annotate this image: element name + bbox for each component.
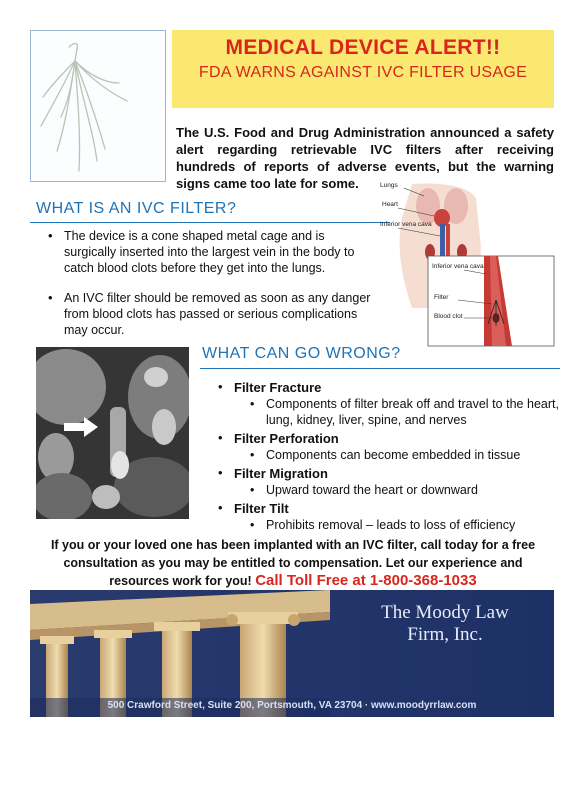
law-firm-name: The Moody Law Firm, Inc. (381, 602, 509, 645)
what-is-item: • An IVC filter should be removed as soon as any danger from blood clots has passed or serious complications may occur. (44, 290, 374, 338)
ivc-filter-drawing (31, 31, 165, 181)
cta-phone-number[interactable]: Call Toll Free at 1-800-368-1033 (255, 572, 477, 589)
label-blood-clot: Blood clot (434, 313, 463, 320)
law-firm-banner (30, 590, 554, 717)
intro-paragraph: The U.S. Food and Drug Administration announced a safety alert regarding retrievable IVC filters after receiving hundreds of reports of adverse events, but the warning signs came too late for some. (176, 125, 554, 191)
label-ivc: Inferior vena cava (380, 221, 432, 228)
risk-item (214, 430, 559, 447)
what-can-go-wrong-heading: WHAT CAN GO WRONG? (202, 345, 401, 362)
what-is-item: • The device is a cone shaped metal cage and is surgically inserted into the largest vein in the body to catch blood clots before they get into the lungs. (44, 228, 374, 276)
risk-title: Filter Migration (234, 466, 328, 481)
what-is-heading: WHAT IS AN IVC FILTER? (36, 200, 237, 217)
risk-description-text: Components of filter break off and travel to the heart, lung, kidney, liver, spine, and nerves (266, 397, 559, 427)
alert-subtitle: FDA WARNS AGAINST IVC FILTER USAGE (198, 64, 528, 81)
label-heart: Heart (382, 201, 398, 208)
risk-title: Filter Fracture (234, 380, 322, 395)
heading-divider (30, 222, 390, 223)
label-inset-ivc: Inferior vena cava (432, 263, 484, 270)
risk-title: Filter Perforation (234, 431, 339, 446)
heading-divider (200, 368, 560, 369)
risk-description-text: Prohibits removal – leads to loss of efficiency (266, 518, 516, 532)
anatomy-diagram (372, 178, 556, 348)
alert-title: MEDICAL DEVICE ALERT!! (225, 36, 501, 59)
law-firm-address: 500 Crawford Street, Suite 200, Portsmouth, VA 23704 · www.moodyrrlaw.com (107, 700, 477, 711)
label-lungs: Lungs (380, 182, 398, 189)
risk-description: • Components of filter break off and travel to the heart, lung, kidney, liver, spine, and nerves (250, 397, 559, 427)
what-can-go-wrong-list (214, 379, 559, 535)
risk-item (214, 465, 559, 482)
bullet: • (218, 379, 223, 394)
risk-title: Filter Tilt (234, 501, 289, 516)
risk-description: • Prohibits removal – leads to loss of efficiency (250, 518, 516, 532)
risk-description-text: Components can become embedded in tissue (266, 448, 521, 462)
ct-scan-image (36, 347, 189, 519)
label-filter: Filter (434, 294, 449, 301)
alert-banner (172, 30, 554, 108)
risk-description: • Components can become embedded in tissue (250, 448, 521, 462)
call-to-action (36, 536, 550, 590)
bullet: • (218, 465, 223, 480)
risk-description-text: Upward toward the heart or downward (266, 483, 478, 497)
risk-description: • Upward toward the heart or downward (250, 483, 478, 497)
bullet: • (218, 500, 223, 515)
what-is-list (44, 228, 374, 352)
ct-scan-drawing (36, 347, 189, 519)
risk-item (214, 500, 559, 517)
risk-item (214, 379, 559, 396)
anatomy-drawing (372, 178, 556, 348)
bullet: • (218, 430, 223, 445)
ivc-filter-illustration (30, 30, 166, 182)
cta-text: If you or your loved one has been implanted with an IVC filter, call today for a free consultation as you may be entitled to compensation. Let our experience and resources work for you! (50, 538, 536, 588)
